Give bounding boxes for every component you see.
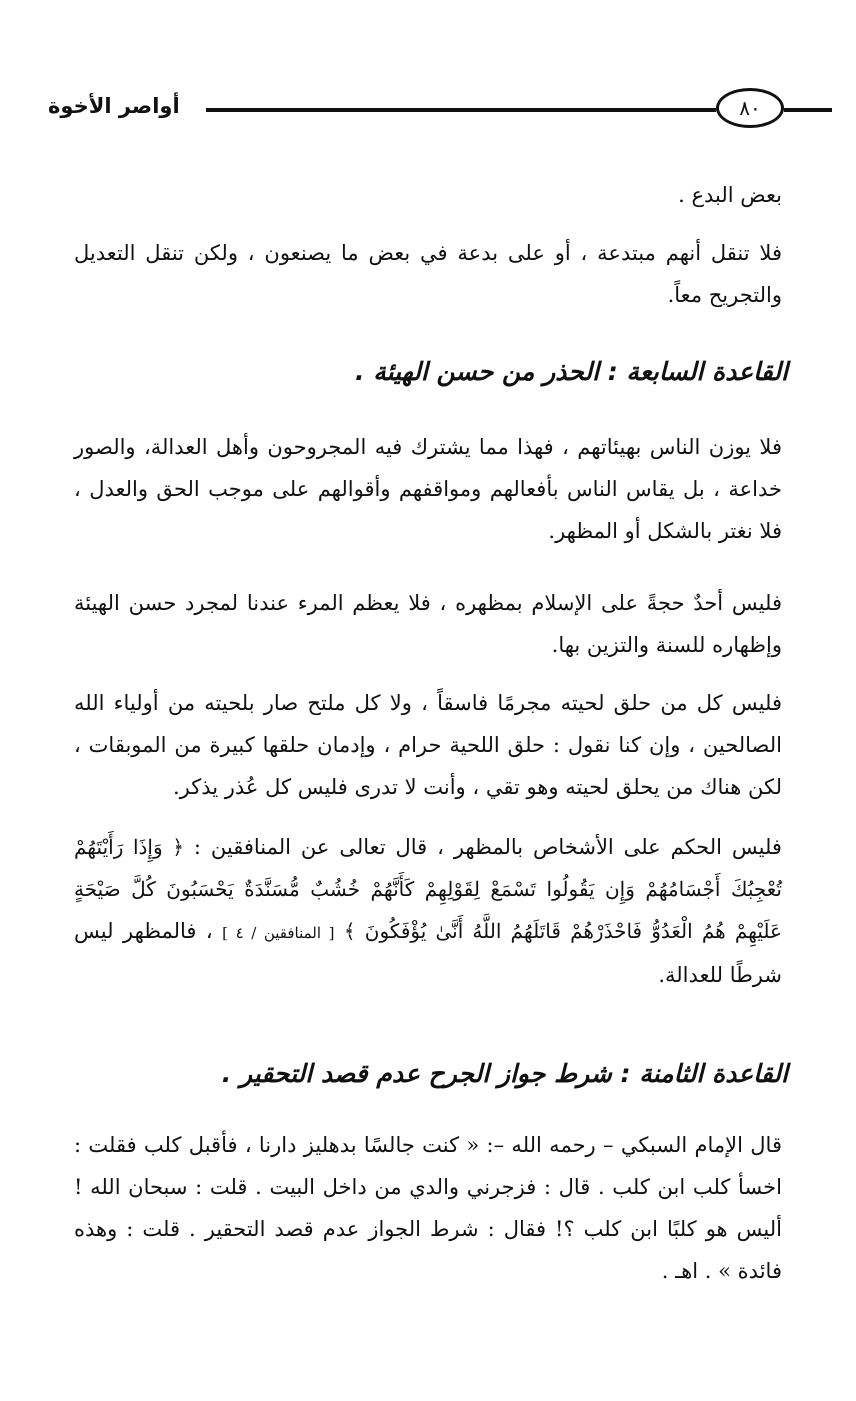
page-header [48, 86, 796, 132]
paragraph-3-text: فلا يوزن الناس بهيئاتهم ، فهذا مما يشترك فيه المجروحون وأهل العدالة، والصور خداعة ، بل يقاس الناس بأفعالهم ومواقفهم وأقوالهم على موجب الحق والعدل ، فلا نغتر بالشكل أو المظهر. [74, 435, 782, 543]
rule-7-heading: القاعدة السابعة : الحذر من حسن الهيئة . [355, 357, 788, 386]
paragraph-6-text [74, 826, 782, 996]
paragraph-7-text: قال الإمام السبكي – رحمه الله –: « كنت جالسًا بدهليز دارنا ، فأقبل كلب فقلت : اخسأ كلب ابن كلب . قال : فزجرني والدي من داخل البيت . قلت : سبحان الله ! أليس هو كلبًا ابن كلب ؟! فقال : شرط الجواز عدم قصد التحقير . قلت : وهذه فائدة » . اهـ . [74, 1133, 782, 1283]
paragraph-1 [74, 174, 782, 216]
page-number: ٨٠ [739, 96, 761, 120]
paragraph-6-intro: فليس الحكم على الأشخاص بالمظهر ، قال تعالى عن المنافقين : [193, 835, 782, 859]
header-rule-left [206, 108, 716, 112]
verse-reference: [ المنافقين / ٤ ] [222, 924, 335, 942]
paragraph-2-text: فلا تنقل أنهم مبتدعة ، أو على بدعة في بعض ما يصنعون ، ولكن تنقل التعديل والتجريح معاً. [74, 241, 782, 307]
header-rule-right [784, 108, 832, 112]
paragraph-7 [74, 1124, 782, 1292]
paragraph-6 [74, 826, 782, 996]
quran-verse: ﴿ وَإِذَا رَأَيْتَهُمْ تُعْجِبُكَ أَجْسَامُهُمْ وَإِن يَقُولُوا تَسْمَعْ لِقَوْلِهِمْ كَأَنَّهُمْ خُشُبٌ مُّسَنَّدَةٌ يَحْسَبُونَ كُلَّ صَيْحَةٍ عَلَيْهِمْ هُمُ الْعَدُوُّ فَاحْذَرْهُمْ قَاتَلَهُمُ اللَّهُ أَنَّىٰ يُؤْفَكُونَ ﴾ [74, 835, 782, 943]
paragraph-6-end: ، فالمظهر ليس شرطًا للعدالة. [74, 919, 782, 987]
running-title: أواصر الأخوة [48, 94, 180, 118]
paragraph-5-text: فليس كل من حلق لحيته مجرمًا فاسقاً ، ولا كل ملتح صار بلحيته من أولياء الله الصالحين ، وإن كنا نقول : حلق اللحية حرام ، وإدمان حلقها كبيرة من الموبقات ، لكن هناك من يحلق لحيته وهو تقي ، وأنت لا تدرى فليس كل عُذر يذكر. [74, 691, 782, 799]
paragraph-5 [74, 682, 782, 808]
paragraph-2 [74, 232, 782, 316]
paragraph-4 [74, 582, 782, 666]
paragraph-4-text: فليس أحدٌ حجةً على الإسلام بمظهره ، فلا يعظم المرء عندنا لمجرد حسن الهيئة وإظهاره للسنة والتزين بها. [74, 591, 782, 657]
page-number-oval [716, 88, 784, 128]
paragraph-3 [74, 426, 782, 552]
rule-8-heading: القاعدة الثامنة : شرط جواز الجرح عدم قصد التحقير . [221, 1059, 788, 1088]
paragraph-1-text: بعض البدع . [678, 183, 782, 207]
